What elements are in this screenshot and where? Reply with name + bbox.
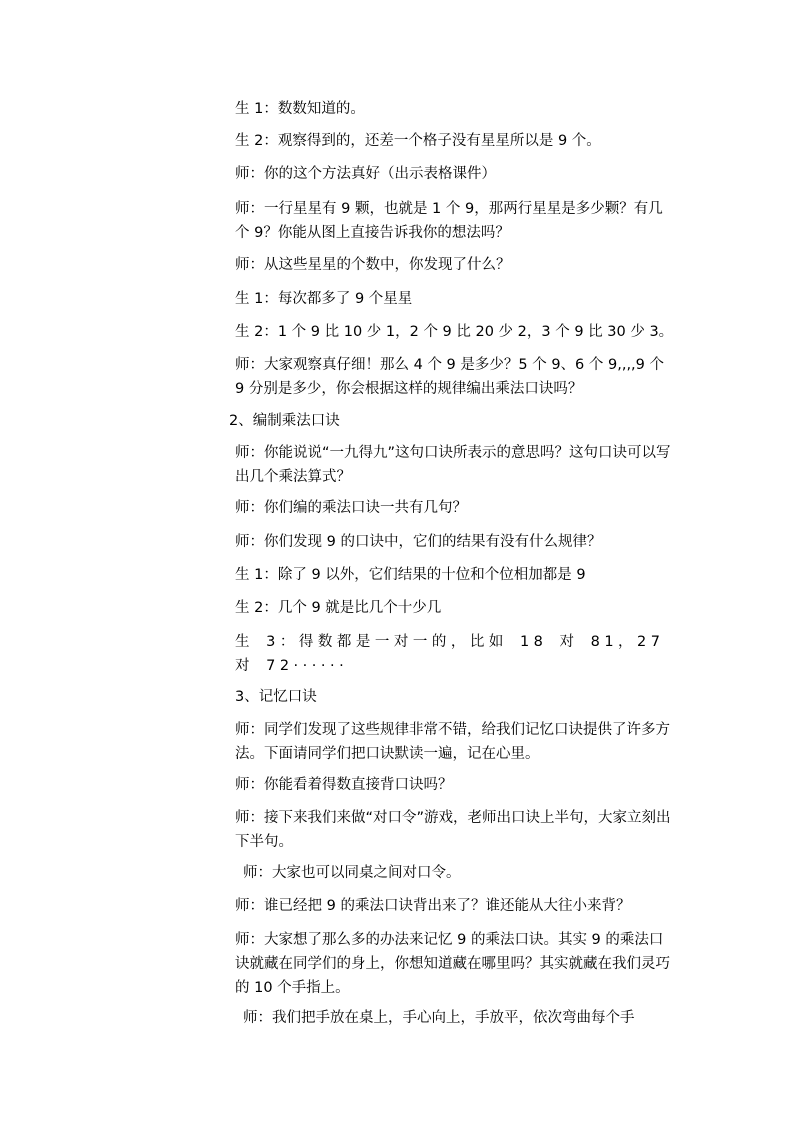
paragraph-teacher-two-rows: 师：一行星星有 9 颗，也就是 1 个 9，那两行星星是多少颗？有几个 9？你能从图上直接告诉我你的想法吗？ (235, 201, 663, 241)
paragraph-student2-observing: 生 2：观察得到的，还差一个格子没有星星所以是 9 个。 (235, 133, 601, 149)
paragraph-teacher-partners: 师：大家也可以同桌之间对口令。 (243, 865, 461, 881)
paragraph-teacher-praise: 师：你的这个方法真好（出示表格课件） (235, 166, 496, 182)
paragraph-student1-more-nine: 生 1：每次都多了 9 个星星 (235, 291, 413, 307)
paragraph-teacher-methods: 师：同学们发现了这些规律非常不错，给我们记忆口诀提供了许多方法。下面请同学们把口诀默读一遍，记在心里。 (235, 722, 670, 762)
paragraph-student2-tens: 生 2：几个 9 就是比几个十少几 (235, 600, 442, 616)
paragraph-teacher-hands: 师：我们把手放在桌上，手心向上，手放平，依次弯曲每个手 (243, 1010, 635, 1026)
paragraph-teacher-fingers: 师：大家想了那么多的办法来记忆 9 的乘法口诀。其实 9 的乘法口诀就藏在同学们的身上，你想知道藏在哪里吗？其实就藏在我们灵巧的 10 个手指上。 (235, 932, 670, 996)
paragraph-teacher-meaning: 师：你能说说“一九得九”这句口诀所表示的意思吗？这句口诀可以写出几个乘法算式？ (235, 445, 671, 485)
paragraph-teacher-who-recited: 师：谁已经把 9 的乘法口诀背出来了？谁还能从大往小来背？ (235, 898, 631, 914)
section-heading-memorize: 3、记忆口诀 (235, 689, 317, 705)
paragraph-student1-digit-sum: 生 1：除了 9 以外，它们结果的十位和个位相加都是 9 (235, 567, 586, 583)
paragraph-student3-pairs: 生 3：得数都是一对一的，比如 18 对 81，27 对 72······ (235, 634, 665, 674)
section-heading-compile: 2、编制乘法口诀 (229, 413, 340, 429)
paragraph-teacher-recite-from-results: 师：你能看着得数直接背口诀吗？ (235, 777, 453, 793)
paragraph-teacher-how-many: 师：你们编的乘法口诀一共有几句？ (235, 500, 467, 516)
paragraph-teacher-discover: 师：从这些星星的个数中，你发现了什么？ (235, 257, 511, 273)
paragraph-student1-counting: 生 1：数数知道的。 (235, 101, 365, 117)
paragraph-student2-less-than-tens: 生 2：1 个 9 比 10 少 1，2 个 9 比 20 少 2，3 个 9 比 30 少 3。 (235, 324, 674, 340)
paragraph-teacher-compile-rhyme: 师：大家观察真仔细！那么 4 个 9 是多少？5 个 9、6 个 9,,,,9 个 9 分别是多少，你会根据这样的规律编出乘法口诀吗？ (235, 357, 664, 397)
paragraph-teacher-pattern: 师：你们发现 9 的口诀中，它们的结果有没有什么规律？ (235, 534, 602, 550)
paragraph-teacher-game: 师：接下来我们来做“对口令”游戏，老师出口诀上半句，大家立刻出下半句。 (235, 810, 671, 850)
